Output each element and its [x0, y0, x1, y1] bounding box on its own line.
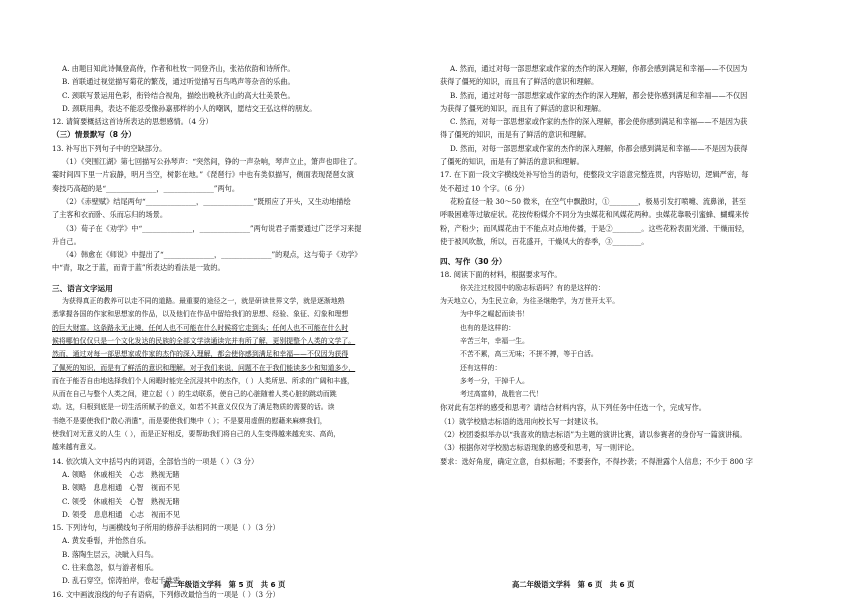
text-line: 还有这样的： [460, 363, 502, 372]
text-line: 了佩死的知识，而是有了鲜活的意识和理解。对于我们来说，问题不在于我们能读多少和知道多少， [52, 363, 356, 372]
text-line: 13. 补写出下列句子中的空缺部分。 [52, 143, 167, 153]
text-line: B. 首联通过视觉描写菊花的繁茂，通过听觉描写百鸟鸣声等杂音的乐曲。 [62, 77, 295, 87]
text-line: 要求：选好角度，确定立意，自拟标题；不要套作，不得抄袭；不得泄露个人信息；不少于 800 字 [440, 456, 753, 466]
text-line: 了僵死的知识，而是有了鲜活的意识和理解。 [440, 157, 584, 167]
text-line: B. 领略 息息相通 心智 视而不见 [62, 483, 180, 493]
text-line: 17. 在下面一段文字横线处补写恰当的语句，使整段文字语意完整连贯，内容贴切，逻辑严密，每 [440, 170, 749, 180]
text-line: A. 领略 休戚相关 心志 熟视无睹 [62, 469, 180, 479]
text-line: 14. 依次填入文中括号内的词语，全部恰当的一项是（ ）（3 分） [52, 456, 259, 466]
text-line: 粉，产粉少；而风媒花由于不能点对点地传播，于是②________。这些花粉表面光滑、干燥而轻， [440, 223, 750, 233]
text-line: 18. 阅读下面的材料，根据要求写作。 [440, 270, 562, 280]
text-line: C. 往来翕忽，似与游者相乐。 [62, 562, 159, 572]
text-line: （3）荀子在《劝学》中“______________，______________”两句说君子需要通过广泛学习来提 [62, 223, 362, 233]
text-line: 也有的是这样的： [460, 323, 516, 332]
text-line: 而在于能否自由地选择我们个人闲暇时能完全沉浸其中的杰作，（ ）人类所思、所求的广阔和丰盛， [52, 376, 354, 385]
text-line: （2）校团委拟举办以“我喜欢的励志标语”为主题的演讲比赛，请以参赛者的身份写一篇演讲稿。 [440, 430, 747, 440]
text-line: 悉掌握各国的作家和思想家的作品，以及他们在作品中留给我们的思想、经验、象征、幻象和理想 [52, 310, 349, 319]
text-line: 花粉直径一般 30～50 微米，在空气中飘散时，①________，极易引发打喷嚏、流鼻涕，甚至 [450, 196, 746, 206]
text-line: 考过高富帅，战胜官二代！ [460, 390, 543, 399]
text-line: 16. 文中画波浪线的句子有语病，下列修改最恰当的一项是（ ）（3 分） [52, 589, 280, 599]
text-line: 奏技巧高超的是“______________，______________”两句。 [52, 183, 240, 193]
text-line: 得了僵死的知识，而是有了鲜活的意识和理解。 [440, 130, 591, 140]
text-line: 动。这，归根到底是一切生活所赋予的意义，如若不其意义仅仅为了满足物质的需要的话。读 [52, 403, 335, 412]
footer-left: 高二年级语文学科 第 5 页 共 6 页 [163, 580, 286, 589]
left-column [52, 62, 440, 601]
text-line: 你关注过校园中的励志标语吗？有的是这样的： [460, 283, 605, 292]
text-line: 候将哪怕仅仅只是一个文化发达的民族的全部文学读通读完并有所了解，更别提整个人类的文学了。 [52, 336, 356, 345]
text-line: 使我们对无意义的人生（ ），而是正好相反，要帮助我们将自己的人生变得越来越充实、高尚， [52, 430, 341, 439]
text-line: D. 乱石穿空，惊涛拍岸，卷起千堆雪。 [62, 576, 188, 586]
text-line: 为获得了僵死的知识，而且有了鲜活的意识和理解。 [440, 103, 606, 113]
text-line: 然而，通过对每一部思想家或作家的杰作的深入理解，都会使你感到满足和幸福——不仅因为获得 [52, 350, 349, 359]
text-line: 呼吸困难等过敏症状。花按传粉媒介不同分为虫媒花和风媒花两种。虫媒花靠吸引蜜蜂、蝴蝶来传 [440, 210, 750, 220]
text-line: 12. 请简要概括这首诗所表达的思想感情。（4 分） [52, 117, 213, 127]
text-line: 为获得真正的教养可以走不同的道路。最重要的途径之一，就是研读世界文学，就是逐渐地熟 [62, 297, 345, 306]
text-line: D. 颈联用典，表达不能忍受像孙嘉那样的小人的嘲讽，愿结交王弘这样的朋友。 [62, 103, 317, 113]
text-line: （1）就学校励志标语的选用向校长写一封建议书。 [440, 416, 603, 426]
text-line: C. 然而，对每一部思想家或作家的杰作的深入理解，都会使你感到满足和幸福——不是因为获 [450, 117, 748, 127]
text-line: （三）情景默写（8 分） [52, 130, 136, 140]
text-line: B. 落陶生层云，决眦入归鸟。 [62, 549, 159, 559]
text-line: 为中华之崛起而读书！ [460, 310, 529, 319]
text-line: C. 领受 休戚相关 心智 熟视无睹 [62, 496, 180, 506]
text-line [440, 248, 828, 255]
text-line: （2）《赤壁赋》结尾两句“______________，______________”既照应了开头，又生动地描绘 [62, 196, 351, 206]
text-line: 中“青，取之于蓝，而青于蓝”所表达的看法是一致的。 [52, 263, 225, 273]
text-line: 从而在自己与整个人类之间，建立起（ ）的生动联系，使自己的心脏随着人类心脏的跳动而跳 [52, 390, 337, 399]
text-line: 使于被风吹散，所以，百花盛开，干燥风大的春季，③________。 [440, 236, 649, 246]
text-line: B. 然而，通过对每一部思想家或作家的杰作的深入理解，都会使你感到满足和幸福——不仅因 [450, 90, 748, 100]
text-line: 不苦不累，高三无味；不拼不搏，等于白活。 [460, 350, 598, 359]
text-line: 了主客和衣而卧、乐而忘归的场景。 [52, 210, 168, 220]
text-line: （1）《突围江湖》第七回描写公孙琴声：“突然间，铮的一声杂响，琴声立止，箫声也即住了。 [62, 157, 362, 167]
right-column [440, 62, 828, 468]
text-line: 获得了僵死的知识，而且有了鲜活的意识和理解。 [440, 77, 599, 87]
text-line [52, 275, 440, 282]
text-line: 辛苦三年，幸福一生。 [460, 336, 529, 345]
text-line: 霎时间四下里一片寂静，明月当空，树影在地。”《琵琶行》中也有类似描写，侧面表现琵琶女演 [52, 170, 354, 180]
text-line: D. 领受 息息相通 心志 视而不见 [62, 509, 180, 519]
text-line: D. 然而，对每一部思想家或作家的杰作的深入理解，你都会感到满足和幸福——不是因为获得 [450, 143, 748, 153]
text-line: 越来越有意义。 [52, 443, 101, 452]
text-line: 多考一分，干掉千人。 [460, 376, 529, 385]
text-line: 15. 下列诗句，与画横线句子所用的修辞手法相同的一项是（ ）（3 分） [52, 523, 280, 533]
text-line: 的巨大财富。这条路永无止境，任何人也不可能在什么时候将它走到头；任何人也不可能在什么时 [52, 323, 349, 332]
text-line: 书绝不是要使我们“散心消遣”，而是要使我们集中（ ）；不是要用虚假的慰藉来麻痹我们， [52, 416, 327, 425]
text-line: A. 黄发垂髫，并怡然自乐。 [62, 536, 151, 546]
text-line: 三、语言文字运用 [52, 283, 113, 293]
text-line: （3）根据你对学校励志标语现象的感受和思考，写一则评论。 [440, 443, 639, 453]
footer-right: 高二年级语文学科 第 6 页 共 6 页 [512, 580, 635, 589]
text-line: C. 颈联写景运用色彩，衔铃结合视角，描绘出晚秋齐山的高大壮美景色。 [62, 90, 295, 100]
text-line: A. 由题目知此诗佩登高侍，作者和杜牧一同登齐山，张祜依韵和诗所作。 [62, 64, 295, 73]
text-line: 升自己。 [52, 236, 81, 246]
text-line: A. 然而，通过对每一部思想家或作家的杰作的深入理解，你都会感到满足和幸福——不仅因为 [450, 64, 748, 73]
text-line: 你对此有怎样的感受和思考？请结合材料内容，从下列任务中任选一个，完成写作。 [440, 403, 706, 413]
text-line: （4）韩愈在《师说》中提出了“______________，______________”的观点，这与荀子《劝学》 [62, 250, 362, 260]
text-line: 为天地立心，为生民立命，为往圣继绝学，为万世开太平。 [440, 297, 620, 306]
text-line: 处不超过 10 个字。（6 分） [440, 183, 529, 193]
text-line: 四、写作（30 分） [440, 257, 507, 267]
